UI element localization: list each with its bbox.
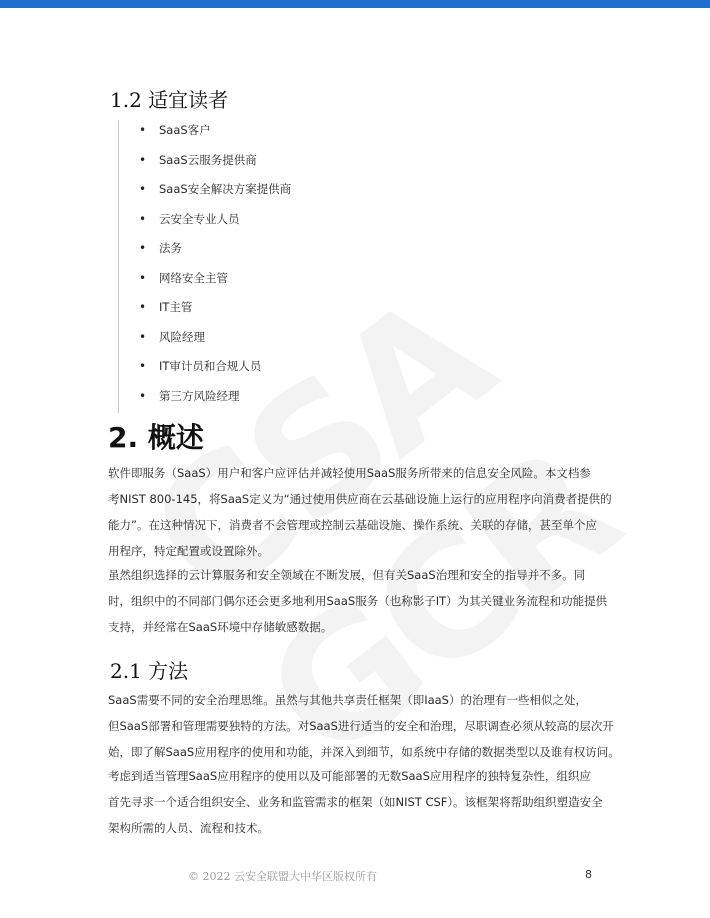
list-item xyxy=(119,268,539,298)
page-number: 8 xyxy=(585,868,592,881)
bullet-icon: • xyxy=(139,388,147,403)
overview-paragraph-2 xyxy=(108,562,608,640)
footer-copyright: © 2022 云安全联盟大中华区版权所有 xyxy=(188,870,377,883)
list-item-label: SaaS安全解决方案提供商 xyxy=(159,182,292,196)
list-item-label: SaaS云服务提供商 xyxy=(159,152,257,167)
bullet-icon: • xyxy=(139,359,147,373)
paragraph-line: 考NIST 800-145，将SaaS定义为“通过使用供应商在云基础设施上运行的应用程序向消费者提供的 xyxy=(108,492,612,506)
list-item xyxy=(119,327,539,357)
list-item-label: 网络安全主管 xyxy=(159,270,228,285)
list-item xyxy=(119,179,539,209)
paragraph-line: SaaS需要不同的安全治理思维。虽然与其他共享责任框架（即IaaS）的治理有一些相似之处， xyxy=(108,693,587,707)
paragraph-line: 首先寻求一个适合组织安全、业务和监管需求的框架（如NIST CSF）。该框架将帮助组织塑造安全 xyxy=(108,795,603,809)
bullet-icon: • xyxy=(139,241,147,255)
paragraph-line: 软件即服务（SaaS）用户和客户应评估并减轻使用SaaS服务所带来的信息安全风险。本文档参 xyxy=(108,466,591,480)
section-2-heading: 2. 概述 xyxy=(108,421,204,454)
paragraph-line: 架构所需的人员、流程和技术。 xyxy=(108,821,269,835)
list-item xyxy=(119,386,539,416)
list-item-label: 云安全专业人员 xyxy=(159,211,240,226)
paragraph-line: 支持，并经常在SaaS环境中存储敏感数据。 xyxy=(108,620,333,634)
list-item-label: 法务 xyxy=(159,241,182,255)
paragraph-line: 用程序，特定配置或设置除外。 xyxy=(108,544,269,558)
list-item xyxy=(119,120,539,150)
list-item-label: IT主管 xyxy=(159,300,193,314)
paragraph-line: 始，即了解SaaS应用程序的使用和功能，并深入到细节，如系统中存储的数据类型以及谁有权访问。 xyxy=(108,745,620,759)
audience-list xyxy=(118,120,539,413)
bullet-icon: • xyxy=(139,300,147,314)
paragraph-line: 时，组织中的不同部门偶尔还会更多地利用SaaS服务（也称影子IT）为其关键业务流程和功能提供 xyxy=(108,594,608,608)
list-item xyxy=(119,356,539,386)
bullet-icon: • xyxy=(139,152,147,167)
paragraph-line: 能力”。在这种情况下，消费者不会管理或控制云基础设施、操作系统、关联的存储，甚至单个应 xyxy=(108,518,597,532)
bullet-icon: • xyxy=(139,182,147,196)
method-paragraph-2 xyxy=(108,763,608,841)
list-item-label: 风险经理 xyxy=(159,329,205,344)
bullet-icon: • xyxy=(139,211,147,226)
method-paragraph-1 xyxy=(108,687,620,765)
list-item-label: IT审计员和合规人员 xyxy=(159,359,262,373)
section-1-2-heading: 1.2 适宜读者 xyxy=(110,88,229,112)
list-item xyxy=(119,150,539,180)
top-accent-bar xyxy=(0,0,710,8)
list-item-label: SaaS客户 xyxy=(159,123,211,137)
list-item xyxy=(119,209,539,239)
bullet-icon: • xyxy=(139,329,147,344)
bullet-icon: • xyxy=(139,123,147,137)
overview-paragraph-1 xyxy=(108,460,612,564)
bullet-icon: • xyxy=(139,270,147,285)
section-2-1-heading: 2.1 方法 xyxy=(110,659,189,683)
list-item xyxy=(119,297,539,327)
paragraph-line: 虽然组织选择的云计算服务和安全领域在不断发展，但有关SaaS治理和安全的指导并不多。同 xyxy=(108,568,586,582)
list-item xyxy=(119,238,539,268)
list-item-label: 第三方风险经理 xyxy=(159,388,240,403)
paragraph-line: 但SaaS部署和管理需要独特的方法。对SaaS进行适当的安全和治理，尽职调查必须从较高的层次开 xyxy=(108,719,614,733)
paragraph-line: 考虑到适当管理SaaS应用程序的使用以及可能部署的无数SaaS应用程序的独特复杂性，组织应 xyxy=(108,769,591,783)
